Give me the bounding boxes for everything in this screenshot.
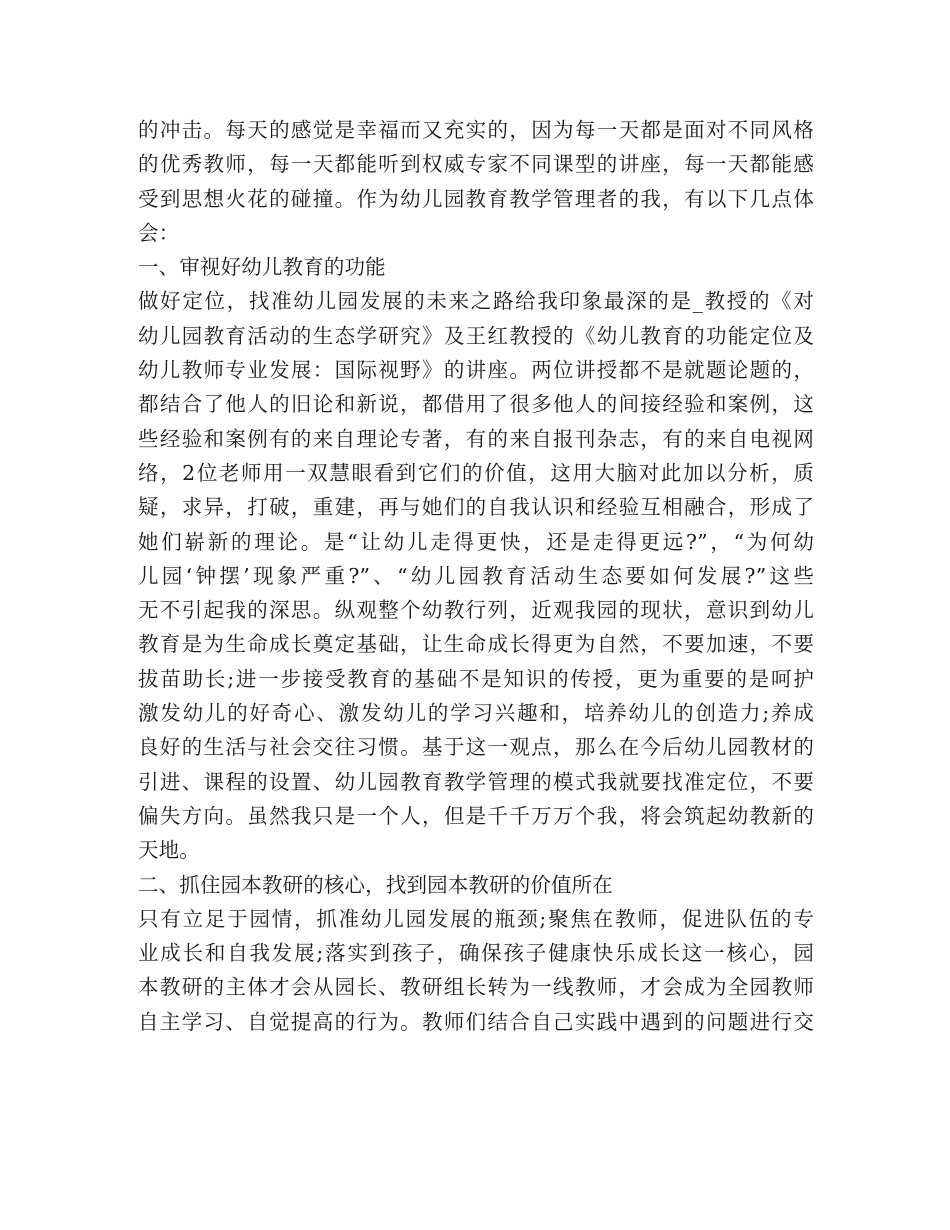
text-line: 拔苗助长;进一步接受教育的基础不是知识的传授，更为重要的是呵护 bbox=[138, 666, 814, 691]
text-line: 幼儿教师专业发展：国际视野》的讲座。两位讲授都不是就题论题的， bbox=[138, 358, 814, 383]
text-line: 受到思想火花的碰撞。作为幼儿园教育教学管理者的我，有以下几点体 bbox=[138, 186, 814, 211]
text-line: 儿园‘钟摆’现象严重?”、“幼儿园教育活动生态要如何发展?”这些 bbox=[138, 563, 814, 588]
text-line: 二、抓住园本教研的核心，找到园本教研的价值所在 bbox=[138, 872, 613, 897]
text-line: 引进、课程的设置、幼儿园教育教学管理的模式我就要找准定位，不要 bbox=[138, 769, 814, 794]
text-line: 络，2位老师用一双慧眼看到它们的价值，这用大脑对此加以分析，质 bbox=[138, 460, 814, 485]
document-body bbox=[138, 113, 814, 1039]
text-line: 本教研的主体才会从园长、教研组长转为一线教师，才会成为全园教师 bbox=[138, 975, 814, 1000]
text-line: 激发幼儿的好奇心、激发幼儿的学习兴趣和，培养幼儿的创造力;养成 bbox=[138, 701, 814, 726]
text-line: 些经验和案例有的来自理论专著，有的来自报刊杂志，有的来自电视网 bbox=[138, 426, 814, 451]
text-line: 她们崭新的理论。是“让幼儿走得更快，还是走得更远?”，“为何幼 bbox=[138, 529, 814, 554]
text-line: 疑，求异，打破，重建，再与她们的自我认识和经验互相融合，形成了 bbox=[138, 495, 814, 520]
text-line: 做好定位，找准幼儿园发展的未来之路给我印象最深的是_教授的《对 bbox=[138, 289, 814, 314]
text-line: 只有立足于园情，抓准幼儿园发展的瓶颈;聚焦在教师，促进队伍的专 bbox=[138, 906, 814, 931]
text-line: 偏失方向。虽然我只是一个人，但是千千万万个我，将会筑起幼教新的 bbox=[138, 803, 814, 828]
text-line: 自主学习、自觉提高的行为。教师们结合自己实践中遇到的问题进行交 bbox=[138, 1009, 814, 1034]
text-line: 天地。 bbox=[138, 838, 200, 863]
text-line: 会： bbox=[138, 220, 180, 245]
text-line: 教育是为生命成长奠定基础，让生命成长得更为自然，不要加速，不要 bbox=[138, 632, 814, 657]
text-line: 的优秀教师，每一天都能听到权威专家不同课型的讲座，每一天都能感 bbox=[138, 152, 814, 177]
text-line: 无不引起我的深思。纵观整个幼教行列，近观我园的现状，意识到幼儿 bbox=[138, 598, 814, 623]
text-line: 幼儿园教育活动的生态学研究》及王红教授的《幼儿教育的功能定位及 bbox=[138, 323, 814, 348]
text-line: 业成长和自我发展;落实到孩子，确保孩子健康快乐成长这一核心，园 bbox=[138, 941, 814, 966]
text-line: 良好的生活与社会交往习惯。基于这一观点，那么在今后幼儿园教材的 bbox=[138, 735, 814, 760]
text-line: 的冲击。每天的感觉是幸福而又充实的，因为每一天都是面对不同风格 bbox=[138, 118, 814, 142]
text-line: 都结合了他人的旧论和新说，都借用了很多他人的间接经验和案例，这 bbox=[138, 392, 814, 417]
text-line: 一、审视好幼儿教育的功能 bbox=[138, 255, 386, 280]
